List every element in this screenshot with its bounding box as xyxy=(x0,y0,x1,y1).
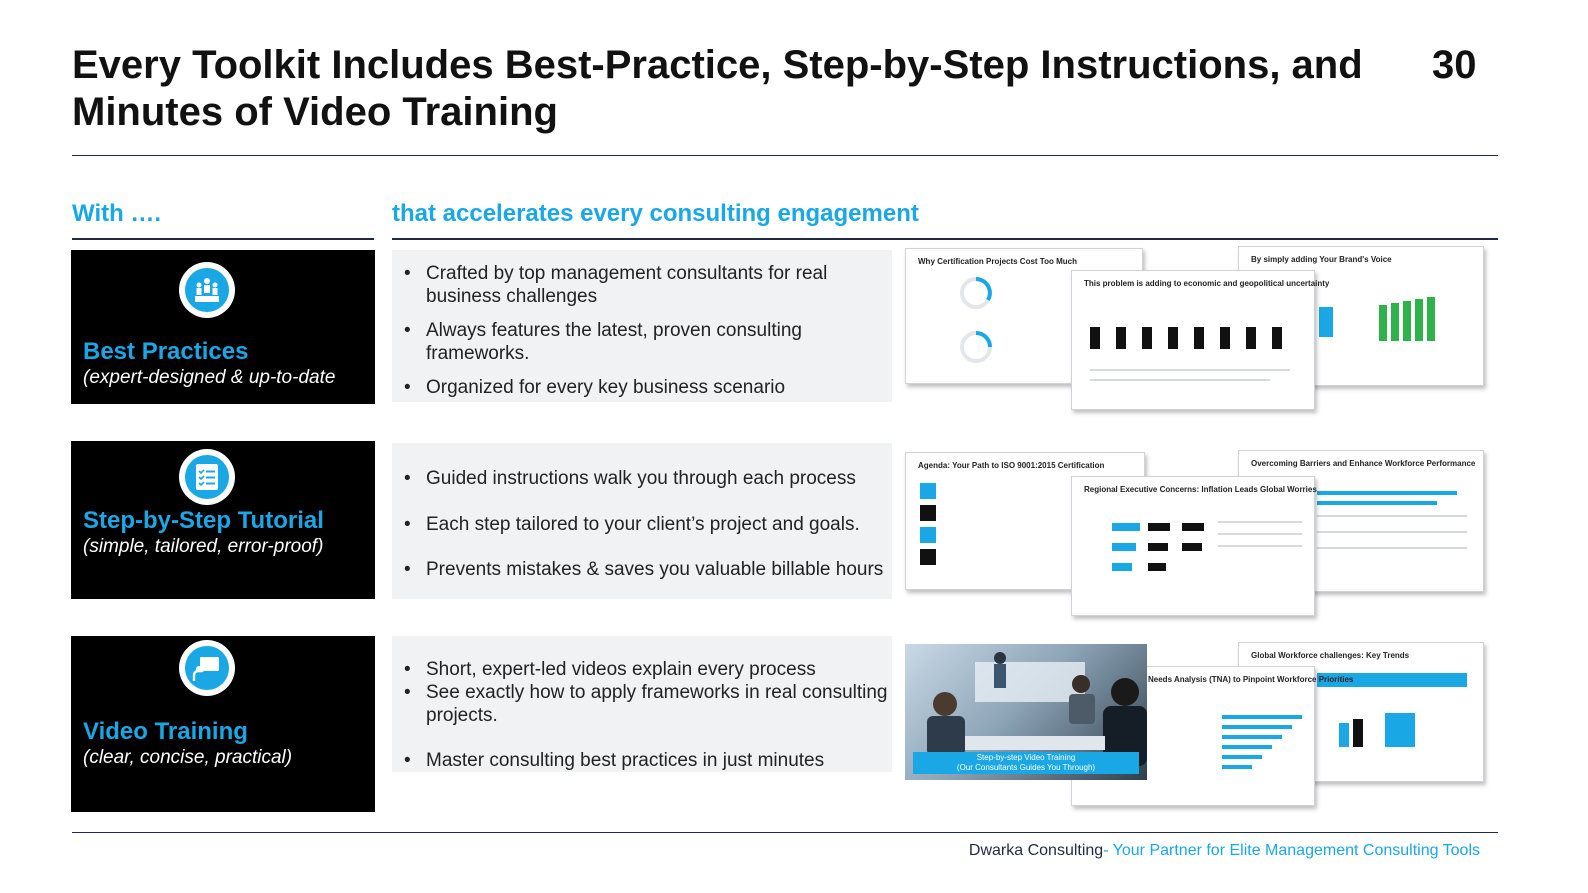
chart-bar xyxy=(1142,327,1152,349)
page-title: Every Toolkit Includes Best-Practice, Step-by-Step Instructions, and Minutes of Video Training xyxy=(72,43,1363,134)
text-line xyxy=(1218,545,1302,547)
bullet-item: • Organized for every key business scenario xyxy=(402,376,892,399)
agenda-marker xyxy=(920,483,936,499)
chart-bar xyxy=(1427,297,1435,341)
chart-bar xyxy=(1222,735,1282,739)
chart-bar xyxy=(1194,327,1204,349)
slide-preview-title: This problem is adding to economic and geopolitical uncertainty xyxy=(1084,279,1330,288)
card-title: Video Training xyxy=(83,718,248,745)
chart-bar xyxy=(1112,543,1136,551)
agenda-marker xyxy=(920,549,936,565)
bullet-item: • Master consulting best practices in just minutes xyxy=(402,749,892,772)
chart-bar xyxy=(1246,327,1256,349)
slide-preview-title: By simply adding Your Brand's Voice xyxy=(1251,255,1392,264)
text-line xyxy=(1218,533,1302,535)
slide-preview-title: Agenda: Your Path to ISO 9001:2015 Certification xyxy=(918,461,1105,470)
chart-bar xyxy=(1148,563,1166,571)
right-column-heading: that accelerates every consulting engagement xyxy=(392,200,919,227)
footer-brand: Dwarka Consulting xyxy=(968,842,1104,859)
text-line xyxy=(1317,547,1467,549)
chart-bar xyxy=(1391,303,1399,341)
video-training-card xyxy=(71,636,375,812)
slide-preview xyxy=(1071,476,1315,616)
text-line xyxy=(1090,379,1270,381)
step-by-step-bullets xyxy=(392,443,892,599)
donut-chart-thumbnail xyxy=(956,273,996,313)
chart-bar xyxy=(1353,719,1363,747)
chart-bar xyxy=(1222,755,1262,759)
agenda-marker xyxy=(920,527,936,543)
right-heading-divider xyxy=(392,238,1498,240)
footer-divider xyxy=(72,832,1498,833)
chart-bar xyxy=(1379,305,1387,341)
best-practices-bullets xyxy=(392,250,892,402)
slide-preview-title: Overcoming Barriers and Enhance Workforce Performance xyxy=(1251,459,1476,468)
podium-people-icon xyxy=(179,262,235,318)
chart-bar xyxy=(1168,327,1178,349)
video-training-bullets xyxy=(392,636,892,772)
bullet-item: • See exactly how to apply frameworks in real consulting projects. xyxy=(402,681,892,727)
chart-bar xyxy=(1222,725,1292,729)
chart-bar xyxy=(1317,491,1457,495)
chart-bar xyxy=(1112,523,1140,531)
chart-bar xyxy=(1116,327,1126,349)
text-line xyxy=(1090,369,1290,371)
best-practices-card xyxy=(71,250,375,404)
bullet-item: • Guided instructions walk you through each process xyxy=(402,467,892,490)
area-chart xyxy=(1385,713,1415,747)
slide-preview-title: Needs Analysis (TNA) to Pinpoint Workforce Priorities xyxy=(1148,675,1354,684)
video-caption xyxy=(913,752,1139,774)
donut-chart-thumbnail xyxy=(956,327,996,367)
video-caption-title: Step-by-step Video Training xyxy=(976,753,1076,762)
step-by-step-card xyxy=(71,441,375,599)
agenda-marker xyxy=(920,505,936,521)
chart-bar xyxy=(1339,723,1349,747)
presentation-board-icon xyxy=(179,640,235,696)
video-caption-subtitle: (Our Consultants Guides You Through) xyxy=(956,763,1096,772)
text-line xyxy=(1218,521,1302,523)
chart-bar xyxy=(1317,501,1437,505)
video-thumbnail[interactable] xyxy=(905,644,1147,780)
card-subtitle: (simple, tailored, error-proof) xyxy=(83,536,324,557)
page-number: 30 xyxy=(1432,43,1477,87)
slide-preview-title: Regional Executive Concerns: Inflation Leads Global Worries xyxy=(1084,485,1317,494)
chart-bar xyxy=(1220,327,1230,349)
card-subtitle: (clear, concise, practical) xyxy=(83,747,293,768)
slide-preview xyxy=(1071,270,1330,410)
bullet-item: • Always features the latest, proven consulting frameworks. xyxy=(402,319,892,365)
left-heading-divider xyxy=(72,238,374,240)
title-divider xyxy=(72,155,1498,156)
chart-bar xyxy=(1182,523,1204,531)
card-title: Best Practices xyxy=(83,338,249,365)
text-line xyxy=(1317,531,1467,533)
chart-bar xyxy=(1403,301,1411,341)
checklist-icon xyxy=(179,449,235,505)
chart-bar xyxy=(1222,745,1272,749)
chart-bar xyxy=(1415,299,1423,341)
footer xyxy=(969,842,1480,860)
footer-tagline: - Your Partner for Elite Management Consulting Tools xyxy=(1103,842,1480,859)
bullet-item: • Prevents mistakes & saves you valuable billable hours xyxy=(402,558,892,581)
card-subtitle: (expert-designed & up-to-date xyxy=(83,367,336,388)
slide-preview-title: Why Certification Projects Cost Too Much xyxy=(918,257,1077,266)
chart-bar xyxy=(1272,327,1282,349)
chart-bar xyxy=(1222,765,1252,769)
bullet-item: • Short, expert-led videos explain every process xyxy=(402,658,892,681)
text-line xyxy=(1317,515,1467,517)
chart-bar xyxy=(1090,327,1100,349)
chart-bar xyxy=(1319,307,1333,337)
left-column-heading: With …. xyxy=(72,200,162,227)
chart-bar xyxy=(1112,563,1132,571)
bullet-item: • Each step tailored to your client’s project and goals. xyxy=(402,513,892,536)
slide-preview-title: Global Workforce challenges: Key Trends xyxy=(1251,651,1410,660)
chart-bar xyxy=(1182,543,1202,551)
bullet-item: • Crafted by top management consultants for real business challenges xyxy=(402,262,892,308)
chart-bar xyxy=(1148,523,1170,531)
chart-bar xyxy=(1222,715,1302,719)
chart-bar xyxy=(1148,543,1168,551)
card-title: Step-by-Step Tutorial xyxy=(83,507,324,534)
